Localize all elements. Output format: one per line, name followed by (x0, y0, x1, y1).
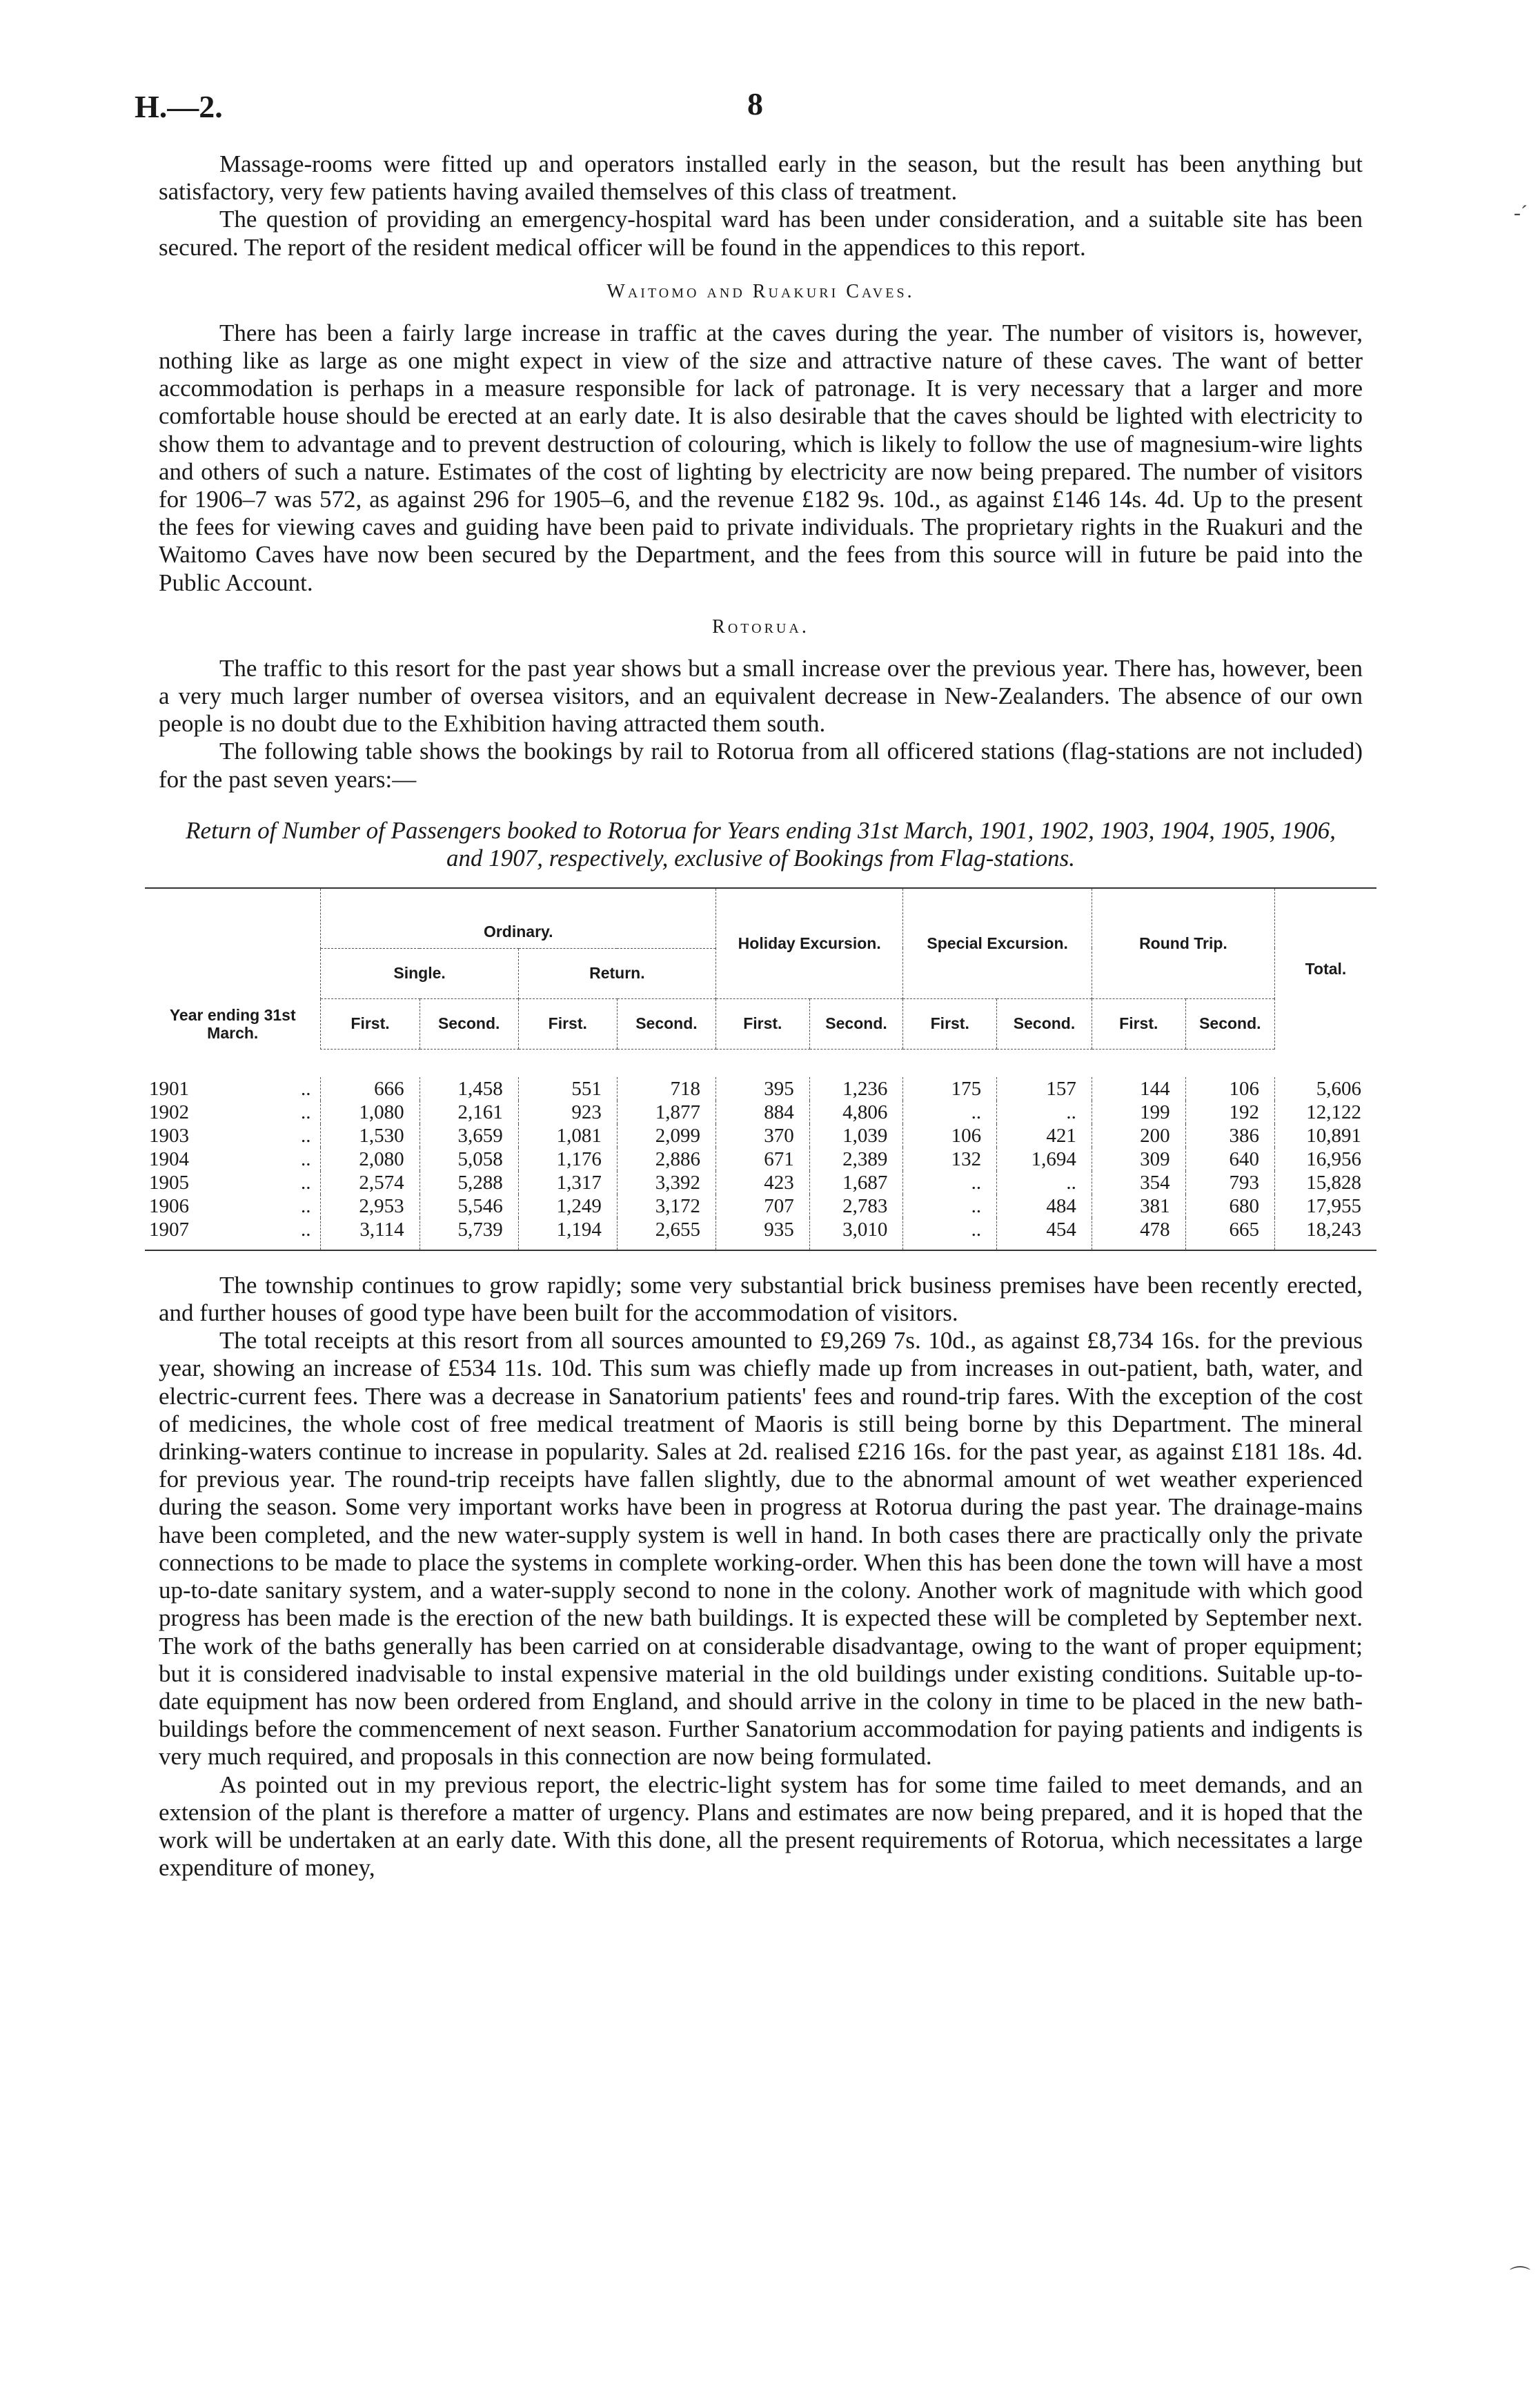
table-cell: 132 (903, 1147, 997, 1171)
table-cell: 1,081 (518, 1124, 617, 1147)
leader-dots: .. (301, 1194, 311, 1217)
table-cell: 718 (617, 1077, 715, 1101)
table-cell: 1,080 (321, 1101, 419, 1124)
table-body (145, 1049, 1376, 1250)
year-cell: 1906 (149, 1194, 189, 1217)
table-cell: 17,955 (1274, 1194, 1376, 1218)
header-first: First. (715, 998, 809, 1049)
document-id: H.—2. (135, 89, 223, 124)
section-title-waitomo: Waitomo and Ruakuri Caves. (606, 280, 915, 302)
leader-dots: .. (301, 1171, 311, 1194)
table-cell: 2,655 (617, 1218, 715, 1250)
table-cell: .. (997, 1101, 1092, 1124)
header-total: Total. (1274, 889, 1376, 1050)
passenger-table-frame (145, 887, 1376, 1251)
table-cell: 370 (715, 1124, 809, 1147)
section-title-rotorua: Rotorua. (712, 615, 809, 638)
table-cell: 484 (997, 1194, 1092, 1218)
table-cell: 1,458 (419, 1077, 518, 1101)
table-cell: 923 (518, 1101, 617, 1124)
paragraph-rotorua-traffic: The traffic to this resort for the past year shows but a small increase over the previous year. There has, however, been a very much larger number of oversea visitors, and an equivalent decrease in New-Zealanders. The absence of our own people is no doubt due to the Exhibition having attracted them south. (159, 654, 1363, 738)
table-cell: 2,080 (321, 1147, 419, 1171)
table-cell: 157 (997, 1077, 1092, 1101)
header-second: Second. (1185, 998, 1274, 1049)
table-cell: 12,122 (1274, 1101, 1376, 1124)
table-cell: 478 (1092, 1218, 1185, 1250)
header-second: Second. (419, 998, 518, 1049)
table-cell: 2,161 (419, 1101, 518, 1124)
table-row (145, 1124, 1376, 1147)
year-cell: 1902 (149, 1101, 189, 1123)
year-cell: 1907 (149, 1218, 189, 1241)
table-cell: 2,389 (809, 1147, 903, 1171)
table-cell: .. (997, 1171, 1092, 1194)
table-row (145, 1194, 1376, 1218)
table-cell: 1,176 (518, 1147, 617, 1171)
table-cell: 1,236 (809, 1077, 903, 1101)
table-cell: 454 (997, 1218, 1092, 1250)
paragraph-township: The township continues to grow rapidly; some very substantial brick business premises have been recently erected, and further houses of good type have been built for the accommodation of visitors. (159, 1271, 1363, 1327)
leader-dots: .. (301, 1218, 311, 1241)
table-cell: 199 (1092, 1101, 1185, 1124)
header-first: First. (518, 998, 617, 1049)
header-ordinary: Ordinary. (321, 889, 716, 949)
table-cell: 793 (1185, 1171, 1274, 1194)
table-cell: 666 (321, 1077, 419, 1101)
leader-dots: .. (301, 1147, 311, 1170)
table-cell: 144 (1092, 1077, 1185, 1101)
paragraph-massage: Massage-rooms were fitted up and operators installed early in the season, but the result has been anything but satisfactory, very few patients having availed themselves of this class of treatment. (159, 150, 1363, 206)
table-cell: 1,694 (997, 1147, 1092, 1171)
table-cell: 309 (1092, 1147, 1185, 1171)
table-cell: 106 (903, 1124, 997, 1147)
table-cell: 175 (903, 1077, 997, 1101)
table-cell: 1,687 (809, 1171, 903, 1194)
table-cell: 386 (1185, 1124, 1274, 1147)
table-cell: 2,574 (321, 1171, 419, 1194)
table-row (145, 1171, 1376, 1194)
table-cell: 2,099 (617, 1124, 715, 1147)
year-cell: 1905 (149, 1171, 189, 1194)
paragraph-rotorua-table-intro: The following table shows the bookings by rail to Rotorua from all officered stations (flag-stations are not included) for the past seven years:— (159, 738, 1363, 793)
table-cell: 2,783 (809, 1194, 903, 1218)
table-cell: 1,194 (518, 1218, 617, 1250)
table-cell: 551 (518, 1077, 617, 1101)
header-second: Second. (997, 998, 1092, 1049)
table-cell: 2,953 (321, 1194, 419, 1218)
table-cell: 707 (715, 1194, 809, 1218)
table-cell: 3,392 (617, 1171, 715, 1194)
table-cell: 5,546 (419, 1194, 518, 1218)
table-cell: 5,606 (1274, 1077, 1376, 1101)
table-row (145, 1077, 1376, 1101)
table-cell: 3,114 (321, 1218, 419, 1250)
table-cell: 15,828 (1274, 1171, 1376, 1194)
header-year: Year ending 31st March. (169, 1006, 296, 1043)
table-cell: 5,058 (419, 1147, 518, 1171)
table-cell: 1,530 (321, 1124, 419, 1147)
leader-dots: .. (301, 1077, 311, 1100)
header-second: Second. (617, 998, 715, 1049)
table-cell: 3,172 (617, 1194, 715, 1218)
header-second: Second. (809, 998, 903, 1049)
table-cell: .. (903, 1101, 997, 1124)
table-cell: 935 (715, 1218, 809, 1250)
table-cell: 680 (1185, 1194, 1274, 1218)
table-row (145, 1218, 1376, 1250)
paragraph-waitomo: There has been a fairly large increase in traffic at the caves during the year. The number of visitors is, however, nothing like as large as one might expect in view of the size and attractive nature of these caves. The want of better accommodation is perhaps in a measure responsible for lack of patronage. It is very necessary that a larger and more comfortable house should be erected at an early date. It is also desirable that the caves should be lighted with electricity to show them to advantage and to prevent destruction of colouring, which is likely to follow the use of magnesium-wire lights and others of such a nature. Estimates of the cost of lighting by electricity are now being prepared. The number of visitors for 1906–7 was 572, as against 296 for 1905–6, and the revenue £182 9s. 10d., as against £146 14s. 4d. Up to the present the fees for viewing caves and guiding have been paid to private individuals. The proprietary rights in the Ruakuri and the Waitomo Caves have now been secured by the Department, and the fees from this source will in future be paid into the Public Account. (159, 319, 1363, 596)
table-caption: Return of Number of Passengers booked to Rotorua for Years ending 31st March, 1901, 1902, 1903, 1904, 1905, 1906, and 1907, respectively, exclusive of Bookings from Flag-stations. (186, 816, 1336, 871)
table-cell: 354 (1092, 1171, 1185, 1194)
header-first: First. (1092, 998, 1185, 1049)
passenger-table (145, 889, 1376, 1250)
header-single: Single. (321, 948, 518, 998)
paragraph-electric-light: As pointed out in my previous report, the electric-light system has for some time failed to meet demands, and an extension of the plant is therefore a matter of urgency. Plans and estimates are now being prepared, and it is hoped that the work will be undertaken at an early date. With this done, all the present requirements of Rotorua, which necessitates a large expenditure of money, (159, 1771, 1363, 1882)
table-cell: 640 (1185, 1147, 1274, 1171)
table-cell: 671 (715, 1147, 809, 1171)
table-cell: .. (903, 1218, 997, 1250)
page-number: 8 (747, 86, 763, 121)
table-row (145, 1147, 1376, 1171)
table-cell: 3,010 (809, 1218, 903, 1250)
table-cell: 106 (1185, 1077, 1274, 1101)
header-return: Return. (518, 948, 715, 998)
header-holiday-excursion: Holiday Excursion. (715, 889, 902, 999)
table-cell: 5,288 (419, 1171, 518, 1194)
page-header (135, 88, 1397, 137)
table-cell: 421 (997, 1124, 1092, 1147)
leader-dots: .. (301, 1101, 311, 1123)
table-cell: 192 (1185, 1101, 1274, 1124)
year-cell: 1904 (149, 1147, 189, 1170)
table-cell: 16,956 (1274, 1147, 1376, 1171)
table-cell: 5,739 (419, 1218, 518, 1250)
table-cell: 2,886 (617, 1147, 715, 1171)
table-cell: 381 (1092, 1194, 1185, 1218)
paragraph-receipts: The total receipts at this resort from all sources amounted to £9,269 7s. 10d., as against £8,734 16s. for the previous year, showing an increase of £534 11s. 10d. This sum was chiefly made up from increases in out-patient, bath, water, and electric-current fees. There was a decrease in Sanatorium patients' fees and round-trip fares. With the exception of the cost of medicines, the whole cost of free medical treatment of Maoris is still being borne by this Department. The mineral drinking-waters continue to increase in popularity. Sales at 2d. realised £216 16s. for the past year, as against £181 18s. 4d. for previous year. The round-trip receipts have fallen slightly, due to the abnormal amount of wet weather experienced during the season. Some very important works have been in progress at Rotorua during the past year. The drainage-mains have been completed, and the new water-supply system is well in hand. In both cases there are practically only the private connections to be made to place the systems in complete working-order. When this has been done the town will have a most up-to-date sanitary system, and a water-supply second to none in the colony. Another work of magnitude with which good progress has been made is the erection of the new bath buildings. It is expected these will be completed by September next. The work of the baths generally has been carried on at considerable disadvantage, owing to the want of proper equipment; but it is considered inadvisable to instal expensive material in the old buildings under existing conditions. Suitable up-to-date equipment has now been ordered from England, and should arrive in the colony in time to be placed in the new bath-buildings before the commencement of next season. Further Sanatorium accommodation for paying patients and indigents is very much required, and proposals in this connection are now being formulated. (159, 1327, 1363, 1771)
table-cell: .. (903, 1194, 997, 1218)
table-cell: 423 (715, 1171, 809, 1194)
header-first: First. (903, 998, 997, 1049)
paragraph-hospital: The question of providing an emergency-hospital ward has been under consideration, and a suitable site has been secured. The report of the resident medical officer will be found in the appendices to this report. (159, 206, 1363, 261)
table-cell: 395 (715, 1077, 809, 1101)
header-first: First. (321, 998, 419, 1049)
year-cell: 1903 (149, 1124, 189, 1147)
table-cell: 665 (1185, 1218, 1274, 1250)
margin-mark: ⌒ (1510, 2266, 1530, 2289)
header-round-trip: Round Trip. (1092, 889, 1274, 999)
table-cell: 884 (715, 1101, 809, 1124)
table-row (145, 1101, 1376, 1124)
table-cell: 1,317 (518, 1171, 617, 1194)
table-cell: 3,659 (419, 1124, 518, 1147)
page-body (149, 150, 1363, 1882)
margin-mark: -´ (1514, 201, 1528, 224)
header-special-excursion: Special Excursion. (903, 889, 1092, 999)
table-cell: 1,877 (617, 1101, 715, 1124)
table-cell: 1,039 (809, 1124, 903, 1147)
table-cell: 200 (1092, 1124, 1185, 1147)
table-cell: 4,806 (809, 1101, 903, 1124)
year-cell: 1901 (149, 1077, 189, 1100)
table-cell: 1,249 (518, 1194, 617, 1218)
table-cell: 10,891 (1274, 1124, 1376, 1147)
leader-dots: .. (301, 1124, 311, 1147)
table-cell: .. (903, 1171, 997, 1194)
table-cell: 18,243 (1274, 1218, 1376, 1250)
